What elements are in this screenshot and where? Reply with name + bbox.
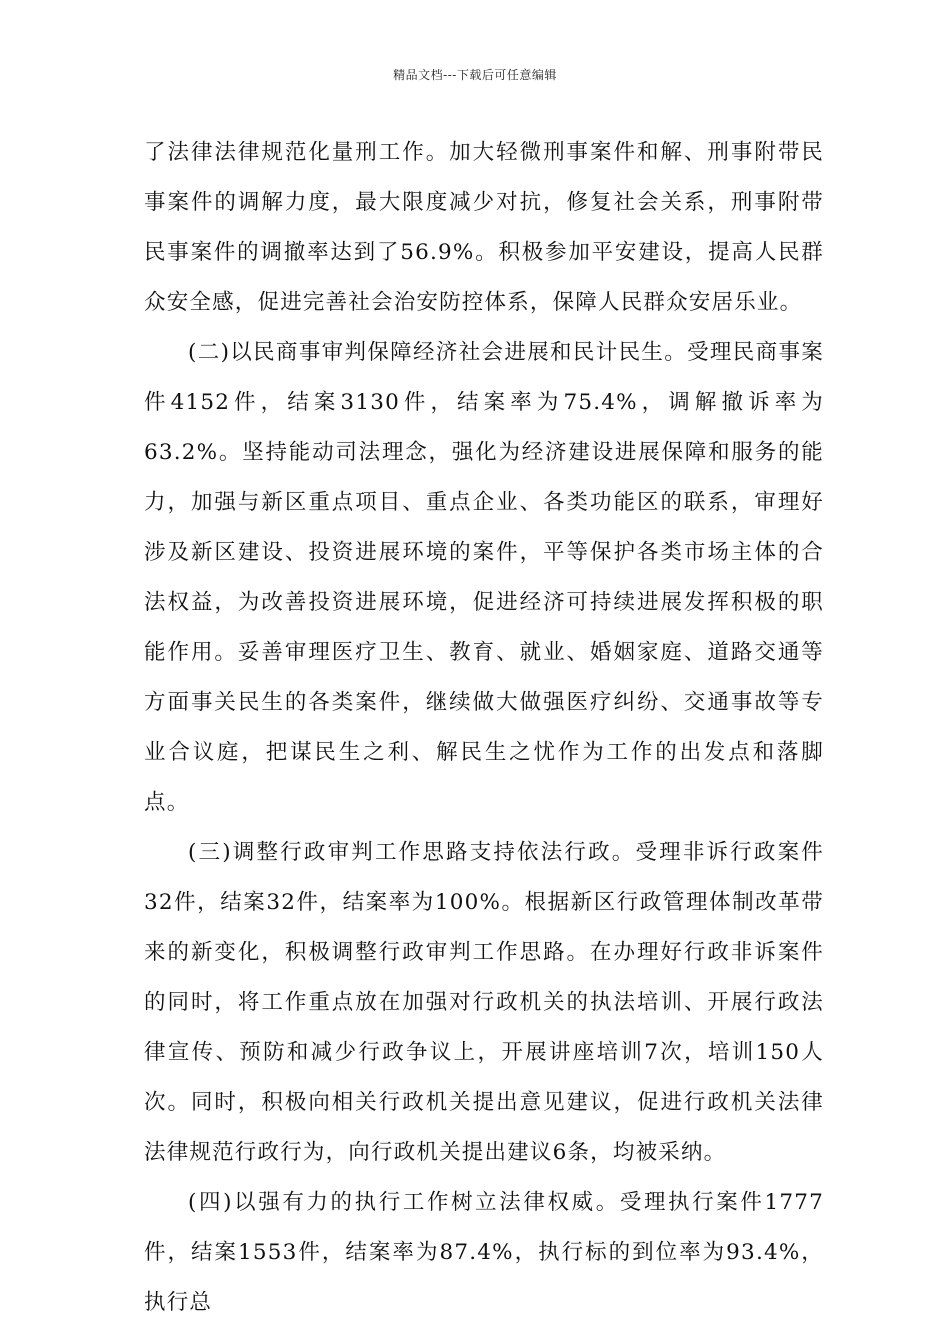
paragraph-civil-commercial: (二)以民商事审判保障经济社会进展和民计民生。受理民商事案件4152件，结案3130件，结案率为75.4%，调解撤诉率为63.2%。坚持能动司法理念，强化为经济建设进展保障和服务的能力，加强与新区重点项目、重点企业、各类功能区的联系，审理好涉及新区建设、投资进展环境的案件，平等保护各类市场主体的合法权益，为改善投资进展环境，促进经济可持续进展发挥积极的职能作用。妥善审理医疗卫生、教育、就业、婚姻家庭、道路交通等方面事关民生的各类案件，继续做大做强医疗纠纷、交通事故等专业合议庭，把谋民生之利、解民生之忧作为工作的出发点和落脚点。 xyxy=(144,340,824,815)
paragraph-administrative: (三)调整行政审判工作思路支持依法行政。受理非诉行政案件32件，结案32件，结案率为100%。根据新区行政管理体制改革带来的新变化，积极调整行政审判工作思路。在办理好行政非诉案件的同时，将工作重点放在加强对行政机关的执法培训、开展行政法律宣传、预防和减少行政争议上，开展讲座培训7次，培训150人次。同时，积极向相关行政机关提出意见建议，促进行政机关法律法律规范行政行为，向行政机关提出建议6条，均被采纳。 xyxy=(144,840,824,1165)
document-body xyxy=(144,128,824,1328)
page-header: 精品文档---下载后可任意编辑 xyxy=(393,68,557,82)
paragraph-enforcement: (四)以强有力的执行工作树立法律权威。受理执行案件1777件，结案1553件，结案率为87.4%，执行标的到位率为93.4%，执行总 xyxy=(144,1190,824,1315)
paragraph-continuation: 了法律法律规范化量刑工作。加大轻微刑事案件和解、刑事附带民事案件的调解力度，最大限度减少对抗，修复社会关系，刑事附带民事案件的调撤率达到了56.9%。积极参加平安建设，提高人民群众安全感，促进完善社会治安防控体系，保障人民群众安居乐业。 xyxy=(144,140,824,315)
